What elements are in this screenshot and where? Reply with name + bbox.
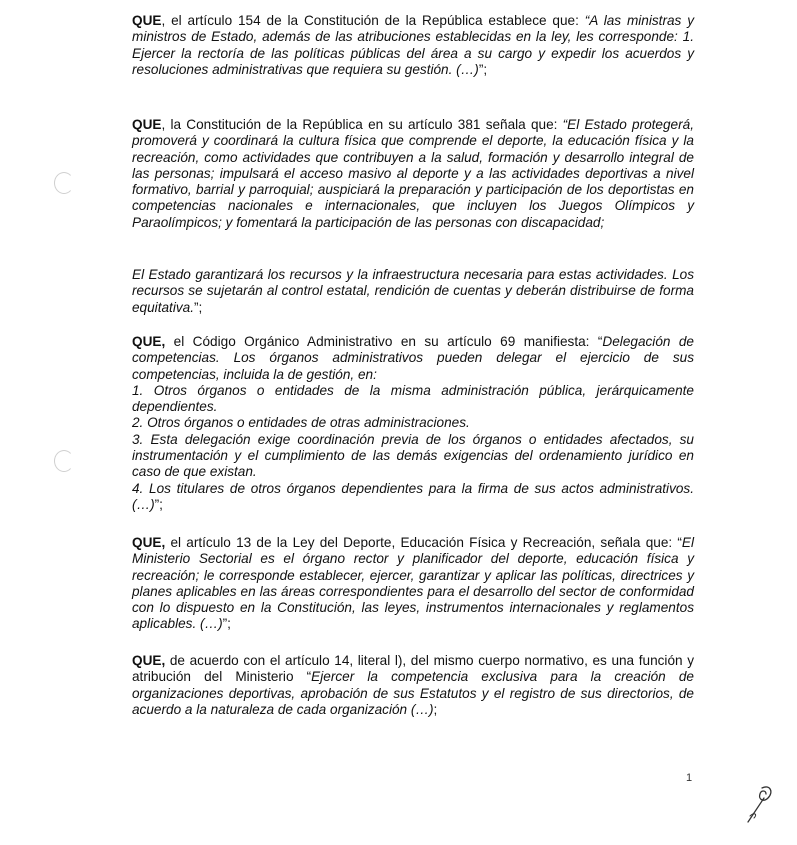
considerando-articulo-381 xyxy=(132,117,694,231)
page-number: 1 xyxy=(686,772,693,784)
que-lead: QUE, xyxy=(132,535,166,550)
punch-hole-mark xyxy=(54,172,74,194)
quoted-text: “El Estado protegerá, promoverá y coordinará la cultura física que comprende el deporte, la educación física y la recreación, como actividades que contribuyen a la salud, formación y desarrollo integral de las personas; impulsará el acceso masivo al deporte y a las actividades deportivas a nivel formativo, barrial y parroquial; auspiciará la preparación y participación de los deportistas en competencias nacionales e internacionales, que incluyen los Juegos Olímpicos y Paraolímpicos; y fomentará la participación de las personas con discapacidad; xyxy=(132,117,694,230)
closing-punctuation: ”; xyxy=(222,616,231,632)
quoted-text: El Ministerio Sectorial es el órgano rector y planificador del deporte, educación física y recreación; le corresponde establecer, ejercer, garantizar y aplicar las políticas, directrices y planes aplicables en las áreas correspondientes para el desarrollo del sector de conformidad con lo dispuesto en la Constitución, las leyes, instrumentos internacionales y reglamentos aplicables. (…) xyxy=(132,535,694,632)
quoted-text: Ejercer la competencia exclusiva para la creación de organizaciones deportivas, aprobación de sus Estatutos y el registro de sus directorios, de acuerdo a la naturaleza de cada organización (…) xyxy=(132,669,694,717)
paragraph-text: , la Constitución de la República en su artículo 381 señala que: xyxy=(161,117,563,132)
list-item: 4. Los titulares de otros órganos dependientes para la firma de sus actos administrativos. (…) xyxy=(132,480,694,512)
que-lead: QUE, xyxy=(132,653,166,668)
closing-punctuation: ”; xyxy=(193,299,203,315)
paragraph-text: , el artículo 154 de la Constitución de la República establece que: xyxy=(161,13,585,28)
quoted-text: El Estado garantizará los recursos y la infraestructura necesaria para estas actividades. Los recursos se sujetarán al control estatal, rendición de cuentas y deberán distribuirse de forma equitativa. xyxy=(132,267,694,315)
paragraph-text: el Código Orgánico Administrativo en su artículo 69 manifiesta: “ xyxy=(165,334,603,349)
que-lead: QUE xyxy=(132,117,162,132)
paragraph-text: el artículo 13 de la Ley del Deporte, Educación Física y Recreación, señala que: “ xyxy=(165,535,682,550)
considerando-articulo-13 xyxy=(132,535,694,633)
paragraph-text: de acuerdo con el artículo 14, literal l), del mismo cuerpo normativo, es una función y atribución del Ministerio “ xyxy=(132,653,694,685)
que-lead: QUE, xyxy=(132,334,166,349)
considerando-articulo-14 xyxy=(132,653,694,718)
closing-punctuation: ”; xyxy=(154,496,163,512)
signature-initials xyxy=(742,778,776,826)
quoted-text: Delegación de competencias. Los órganos administrativos pueden delegar el ejercicio de sus competencias, incluida la de gestión, en: xyxy=(132,334,694,382)
que-lead: QUE xyxy=(132,13,162,28)
considerando-articulo-69 xyxy=(132,334,694,513)
quoted-text: “A las ministras y ministros de Estado, además de las atribuciones establecidas en la ley, les corresponde: 1. Ejercer la rectoría de las políticas públicas del área a su cargo y expedir los acuerdos y resoluciones administrativas que requiera su gestión. (…) xyxy=(132,13,695,77)
closing-punctuation: ”; xyxy=(478,61,488,77)
punch-hole-mark xyxy=(54,450,74,472)
considerando-articulo-154 xyxy=(132,13,694,78)
list-item: 2. Otros órganos o entidades de otras administraciones. xyxy=(132,415,470,431)
list-item: 1. Otros órganos o entidades de la misma administración pública, jerárquicamente dependientes. xyxy=(132,382,694,415)
closing-punctuation: ; xyxy=(433,701,438,717)
list-item: 3. Esta delegación exige coordinación previa de los órganos o entidades afectados, su instrumentación y el cumplimiento de las demás exigencias del ordenamiento jurídico en caso de que existan. xyxy=(132,431,694,480)
considerando-recursos xyxy=(132,267,694,316)
